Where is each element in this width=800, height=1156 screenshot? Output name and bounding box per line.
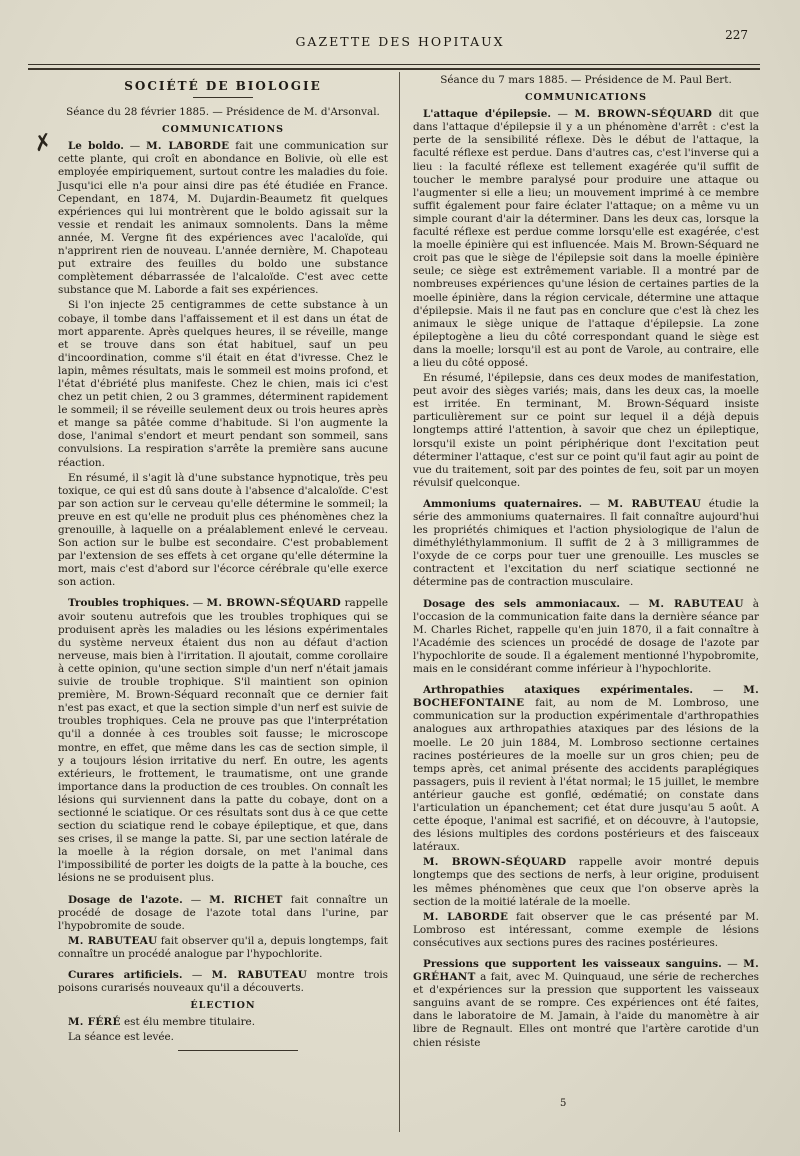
article-title: Dosage des sels ammoniacaux. — [423, 597, 620, 610]
paragraph: fait observer qu'il a, depuis longtemps, fait connaître un procédé analogue par l'hypochlorite. — [58, 934, 388, 960]
election-line — [58, 1016, 388, 1029]
article-arthropathies-reply — [413, 856, 759, 908]
paragraph: dit que dans l'attaque d'épilepsie il y a un phénomène d'arrêt : c'est la perte de la sensibilité réflexe. Dès le début de l'attaque, la faculté réflexe est perdue. Dans d'autres cas, c'est l'inverse qui a lieu : la faculté réflexe est tellement exagérée qu'il suffit de toucher le membre paralysé pour produire une attaque ou l'augmenter si elle a lieu; un mouvement imprimé à ce membre suffit également pour faire éclater l'attaque; on a même vu un simple courant d'air la déterminer. Dans les deux cas, lorsque la faculté réflexe est perdue comme lorsqu'elle est exagérée, c'est la moelle épinière qui est influencée. Mais M. Brown-Séquard ne croit pas que le siège de l'épilepsie soit dans la moelle épinière seule; ce siège est extrêmement variable. Il a montré par de nombreuses expériences qu'une lésion de certaines parties de la moelle épinière, dans la région cervicale, détermine une attaque d'épilepsie. Mais il ne faut pas en conclure que c'est là chez les animaux le siège unique de l'attaque d'épilepsie. La zone épileptogène a lieu du côté correspondant quand le siège est dans la moelle; lorsqu'il est au pont de Varole, au contraire, elle a lieu du côté opposé. — [413, 108, 759, 369]
running-head: GAZETTE DES HOPITAUX — [295, 34, 505, 49]
paragraph: étudie la série des ammoniums quaternaires. Il fait connaître aujourd'hui les propriétés chimiques et l'action physiologique de l'alun de diméthyléthylammonium. Il suffit de 2 à 3 milligrammes de l'oxyde de ce corps pour tuer une grenouille. Les muscles se contractent et l'excitation du nerf sciatique sectionné ne détermine pas de contraction musculaire. — [413, 497, 759, 589]
article-title: Arthropathies ataxiques expérimentales. — [423, 684, 694, 697]
speaker-name: M. RABUTEAU — [211, 969, 308, 981]
speaker-name: M. RABUTEAU — [607, 497, 702, 510]
speaker-name: M. BROWN-SÉQUARD — [423, 856, 567, 869]
paragraph: fait connaître un procédé de dosage de l'azote total dans l'urine, par l'hypobromite de soude. — [58, 893, 389, 932]
closing-line: La séance est levée. — [68, 1031, 174, 1044]
paragraph: a fait, avec M. Quinquaud, une série de recherches et d'expériences sur la pression que supportent les vaisseaux sanguins avant de se rompre. Ces expériences ont été faites, dans le laboratoire de M. Jamain, à l'aide du manomètre à air libre de Regnault. Elles ont montré que l'artère carotide d'un chien résiste — [413, 971, 759, 1049]
article-arthropathies-reply — [413, 911, 759, 950]
paragraph: fait une communication sur cette plante, qui croît en abondance en Bolivie, où elle est employée empiriquement, surtout contre les maladies du foie. Jusqu'ici elle n'a pour ainsi dire pas été étudiée en France. Cependant, en 1874, M. Dujardin-Beaumetz fit quelques expériences qui lui montrèrent que le boldo agissait sur la vessie et rendait les animaux somnolents. Dans la même année, M. Vergne fit des expériences avec l'acaloïde, qui n'apprirent rien de nouveau. L'année dernière, M. Chapoteau put extraire des feuilles du boldo une substance complètement débarrassée de l'alcaloïde. C'est avec cette substance que M. Laborde a fait ses expériences. — [58, 140, 388, 297]
article-troubles: Troubles trophiques. — M. BROWN-SÉQUARD rappelle avoir soutenu autrefois que les troubles trophiques qui se produisent après les maladies ou les lésions expérimentales du système nerveux étaient dus non au défaut d'action nerveuse, mais bien à l'irritation. Il ajoutait, comme corollaire à cette opinion, qu'une section simple d'un nerf n'était jamais suivie de trouble trophique. S'il maintient son opinion première, M. Brown-Séquard reconnaît que ce dernier fait n'est pas exact, et que la section simple d'un nerf est suivie de troubles trophiques. Cela ne prouve pas que l'interprétation qu'il a donnée à ces troubles soit fausse; le microscope montre, en effet, que même dans les cas de section simple, il y a toujours lésion irritative du nerf. En outre, les agents extérieurs, le frottement, le traumatisme, ont une grande importance dans la production de ces troubles. On connaît les lésions qui surviennent dans la patte du cobaye, dont on a sectionné le sciatique. Or ces résultats sont dus à ce que cette section du sciatique rend le cobaye épileptique, et que, dans ses crises, il se mange la patte. Si, par une section latérale de la moelle à la région dorsale, on met l'animal dans l'impossibilité de porter les doigts de la patte à la bouche, ces lésions ne se produisent plus. — [58, 597, 388, 885]
article-azote-reply — [58, 935, 388, 961]
speaker-name: M. RICHET — [209, 893, 283, 906]
paragraph: fait, au nom de M. Lombroso, une communication sur la production expérimentale d'arthropathies analogues aux arthropathies ataxiques par des lésions de la moelle. Le 20 juin 1884, M. Lombroso sectionne certaines racines postérieures de la moelle sur un gros chien; peu de temps après, cet animal présente des accidents paraplégiques passagers, puis il revient à l'état normal; le 15 juillet, le membre antérieur gauche est gonflé, œdématié; on constate dans l'articulation un épanchement; cet état dure jusqu'au 5 août. A cette époque, l'animal est sacrifié, et on découvre, à l'autopsie, des lésions multiples des cordons postérieurs et des faisceaux latéraux. — [413, 697, 759, 854]
speaker-name: M. RABUTEAU — [648, 597, 744, 610]
communications-subhead: COMMUNICATIONS — [161, 124, 285, 136]
article-ammoniums: Ammoniums quaternaires. — M. RABUTEAU étudie la série des ammoniums quaternaires. Il fait connaître aujourd'hui les propriétés chimiques et l'action physiologique de l'alun de diméthyléthylammonium. Il suffit de 2 à 3 milligrammes de l'oxyde de ce corps pour tuer une grenouille. Les muscles se contractent et l'excitation du nerf sciatique sectionné ne détermine pas de contraction musculaire. — [413, 497, 759, 589]
article-boldo: Le boldo. — M. LABORDE fait une communication sur cette plante, qui croît en abondance en Bolivie, où elle est employée empiriquement, surtout contre les maladies du foie. Jusqu'ici elle n'a pour ainsi dire pas été étudiée en France. Cependant, en 1874, M. Dujardin-Beaumetz fit quelques expériences qui lui montrèrent que le boldo agissait sur la vessie et rendait les animaux somnolents. Dans la même année, M. Vergne fit des expériences avec l'acaloïde, qui n'apprirent rien de nouveau. L'année dernière, M. Chapoteau put extraire des feuilles du boldo une substance complètement débarrassée de l'alcaloïde. C'est avec cette substance que M. Laborde a fait ses expériences. — [58, 140, 388, 297]
speaker-name: M. BOCHEFONTAINE — [413, 684, 759, 710]
speaker-name: M. LABORDE — [146, 140, 230, 153]
page-number: 227 — [725, 28, 748, 42]
article-title: Dosage de l'azote. — [68, 893, 183, 906]
paragraph: Si l'on injecte 25 centigrammes de cette substance à un cobaye, il tombe dans l'affaissement et il est dans un état de mort apparente. Après quelques heures, il se réveille, mange et se trouve dans son état habituel, sauf un peu d'incoordination, comme s'il était en état d'ivresse. Chez le lapin, mêmes résultats, mais le sommeil est moins profond, et l'état d'ébriété plus manifeste. Chez le chien, mais ici c'est chez un petit chien, 2 ou 3 grammes, déterminent rapidement le sommeil; il se réveille seulement deux ou trois heures après et mange sa pâtée comme d'habitude. Si l'on augmente la dose, l'animal s'endort et meurt pendant son sommeil, sans convulsions. La respiration s'arrête la première sans aucune réaction. — [58, 299, 388, 469]
article-azote: Dosage de l'azote. — M. RICHET fait connaître un procédé de dosage de l'azote total dans l'urine, par l'hypobromite de soude. — [58, 893, 389, 932]
election-text: est élu membre titulaire. — [124, 1016, 255, 1029]
meeting-heading: Séance du 28 février 1885. — Présidence de M. d'Arsonval. — [66, 106, 380, 119]
header-rule-thin — [28, 64, 760, 65]
article-epilepsie: L'attaque d'épilepsie. — M. BROWN-SÉQUARD dit que dans l'attaque d'épilepsie il y a un phénomène d'arrêt : c'est la perte de la sensibilité réflexe. Dès le début de l'attaque, la faculté réflexe est perdue. Dans d'autres cas, c'est l'inverse qui a lieu : la faculté réflexe est tellement exagérée qu'il suffit de toucher le membre paralysé pour produire une attaque ou l'augmenter si elle a lieu; un mouvement imprimé à ce membre suffit également pour faire éclater l'attaque; on a même vu un simple courant d'air la déterminer. Dans les deux cas, lorsque la faculté réflexe est perdue comme lorsqu'elle est exagérée, c'est la moelle épinière qui est influencée. Mais M. Brown-Séquard ne croit pas que le siège de l'épilepsie soit dans la moelle épinière seule; ce siège est extrêmement variable. Il a montré par de nombreuses expériences qu'une lésion de certaines parties de la moelle épinière, dans la région cervicale, détermine une attaque d'épilepsie. Mais il ne faut pas en conclure que c'est là chez les animaux le siège unique de l'attaque d'épilepsie. La zone épileptogène a lieu du côté correspondant quand le siège est dans la moelle; lorsqu'il est au pont de Varole, au contraire, elle a lieu du côté opposé. — [413, 108, 759, 369]
paragraph: fait observer que le cas présenté par M. Lombroso est intéressant, comme exemple de lésions consécutives aux sections pures des racines postérieures. — [413, 910, 759, 949]
end-rule — [178, 1050, 298, 1051]
election-subhead: ÉLECTION — [190, 1000, 256, 1012]
article-dosage: Dosage des sels ammoniacaux. — M. RABUTEAU à l'occasion de la communication faite dans la dernière séance par M. Charles Richet, rappelle qu'en juin 1870, il a fait connaître à l'Académie des sciences un procédé de dosage de l'azote par l'hypochlorite de soude. Il a également mentionné l'hypobromite, mais en le considérant comme inférieur à l'hypochlorite. — [413, 597, 759, 676]
paragraph: En résumé, l'épilepsie, dans ces deux modes de manifestation, peut avoir des sièges variés; mais, dans les deux cas, la moelle est irritée. En terminant, M. Brown-Séquard insiste particulièrement sur ce point sur lequel il a déjà depuis longtemps attiré l'attention, à savoir que chez un épileptique, lorsqu'il existe un point périphérique dont l'excitation peut déterminer l'attaque, c'est sur ce point qu'il faut agir au point de vue du traitement, soit par des pointes de feu, soit par un moyen révulsif quelconque. — [413, 372, 759, 489]
meeting-heading: Séance du 7 mars 1885. — Présidence de M. Paul Bert. — [440, 74, 732, 86]
speaker-name: M. RABUTEAU — [68, 934, 158, 947]
speaker-name: M. LABORDE — [423, 910, 509, 923]
speaker-name: M. BROWN-SÉQUARD — [206, 597, 342, 610]
speaker-name: M. GRÉHANT — [413, 958, 759, 984]
right-column — [413, 70, 759, 1052]
title-rule — [193, 97, 253, 98]
paragraph: montre trois poisons curarisés nouveaux qu'il a découverts. — [58, 969, 388, 995]
paragraph: rappelle avoir soutenu autrefois que les troubles trophiques qui se produisent après les maladies ou les lésions expérimentales du système nerveux étaient dus non au défaut d'action nerveuse, mais bien à l'irritation. Il ajoutait, comme corollaire à cette opinion, qu'une section simple d'un nerf n'était jamais suivie de trouble trophique. S'il maintient son opinion première, M. Brown-Séquard reconnaît que ce dernier fait n'est pas exact, et que la section simple d'un nerf est suivie de troubles trophiques. Cela ne prouve pas que l'interprétation qu'il a donnée à ces troubles soit fausse; le microscope montre, en effet, que même dans les cas de section simple, il y a toujours lésion irritative du nerf. En outre, les agents extérieurs, le frottement, le traumatisme, ont une grande importance dans la production de ces troubles. On connaît les lésions qui surviennent dans la patte du cobaye, dont on a sectionné le sciatique. Or ces résultats sont dus à ce que cette section du sciatique rend le cobaye épileptique, et que, dans ses crises, il se mange la patte. Si, par une section latérale de la moelle à la région dorsale, on met l'animal dans l'impossibilité de porter les doigts de la patte à la bouche, ces lésions ne se produisent plus. — [58, 597, 388, 885]
article-title: Ammoniums quaternaires. — [423, 497, 582, 510]
signature-mark: 5 — [560, 1098, 567, 1109]
paragraph: rappelle avoir montré depuis longtemps que des sections de nerfs, à leur origine, produisent les mêmes phénomènes que ceux que l'on observe après la section de la moitié latérale de la moelle. — [413, 856, 759, 908]
column-divider — [399, 72, 400, 1132]
article-curares: Curares artificiels. — M. RABUTEAU montre trois poisons curarisés nouveaux qu'il a découverts. — [58, 969, 388, 995]
article-arthropathies: Arthropathies ataxiques expérimentales. — M. BOCHEFONTAINE fait, au nom de M. Lombroso, une communication sur la production expérimentale d'arthropathies analogues aux arthropathies ataxiques par des lésions de la moelle. Le 20 juin 1884, M. Lombroso sectionne certaines racines postérieures de la moelle sur un gros chien; peu de temps après, cet animal présente des accidents paraplégiques passagers, puis il revient à l'état normal; le 15 juillet, le membre antérieur gauche est gonflé, œdématié; on constate dans l'articulation un épanchement; cet état dure jusqu'au 5 août. A cette époque, l'animal est sacrifié, et on découvre, à l'autopsie, des lésions multiples des cordons postérieurs et des faisceaux latéraux. — [413, 684, 759, 854]
paragraph: à l'occasion de la communication faite dans la dernière séance par M. Charles Richet, rappelle qu'en juin 1870, il a fait connaître à l'Académie des sciences un procédé de dosage de l'azote par l'hypochlorite de soude. Il a également mentionné l'hypobromite, mais en le considérant comme inférieur à l'hypochlorite. — [413, 597, 759, 676]
article-title: Pressions que supportent les vaisseaux sanguins. — [423, 958, 722, 970]
article-title: Le boldo. — [68, 140, 124, 153]
article-title: Curares artificiels. — [68, 969, 183, 981]
section-title: SOCIÉTÉ DE BIOLOGIE — [124, 79, 322, 93]
left-column — [58, 78, 388, 1051]
margin-mark: ✗ — [31, 129, 55, 158]
paragraph: En résumé, il s'agit là d'une substance hypnotique, très peu toxique, ce qui est dû sans doute à l'absence d'alcaloïde. C'est par son action sur le cerveau qu'elle détermine le sommeil; la preuve en est qu'elle ne produit plus ces phénomènes chez la grenouille, à laquelle on a préalablement enlevé le cerveau. Son action sur le bulbe est secondaire. C'est probablement par l'extension de ses effets à cet organe qu'elle détermine la mort, mais c'est d'abord sur l'écorce cérébrale qu'elle exerce son action. — [58, 471, 388, 589]
speaker-name: M. FÉRÉ — [68, 1016, 121, 1029]
speaker-name: M. BROWN-SÉQUARD — [574, 108, 713, 121]
article-title: L'attaque d'épilepsie. — [423, 108, 551, 121]
article-pressions: Pressions que supportent les vaisseaux sanguins. — M. GRÉHANT a fait, avec M. Quinquaud, une série de recherches et d'expériences sur la pression que supportent les vaisseaux sanguins avant de se rompre. Ces expériences ont été faites, dans le laboratoire de M. Jamain, à l'aide du manomètre à air libre de Regnault. Elles ont montré que l'artère carotide d'un chien résiste — [413, 958, 759, 1049]
communications-subhead: COMMUNICATIONS — [524, 92, 648, 104]
article-title: Troubles trophiques. — [68, 597, 190, 610]
